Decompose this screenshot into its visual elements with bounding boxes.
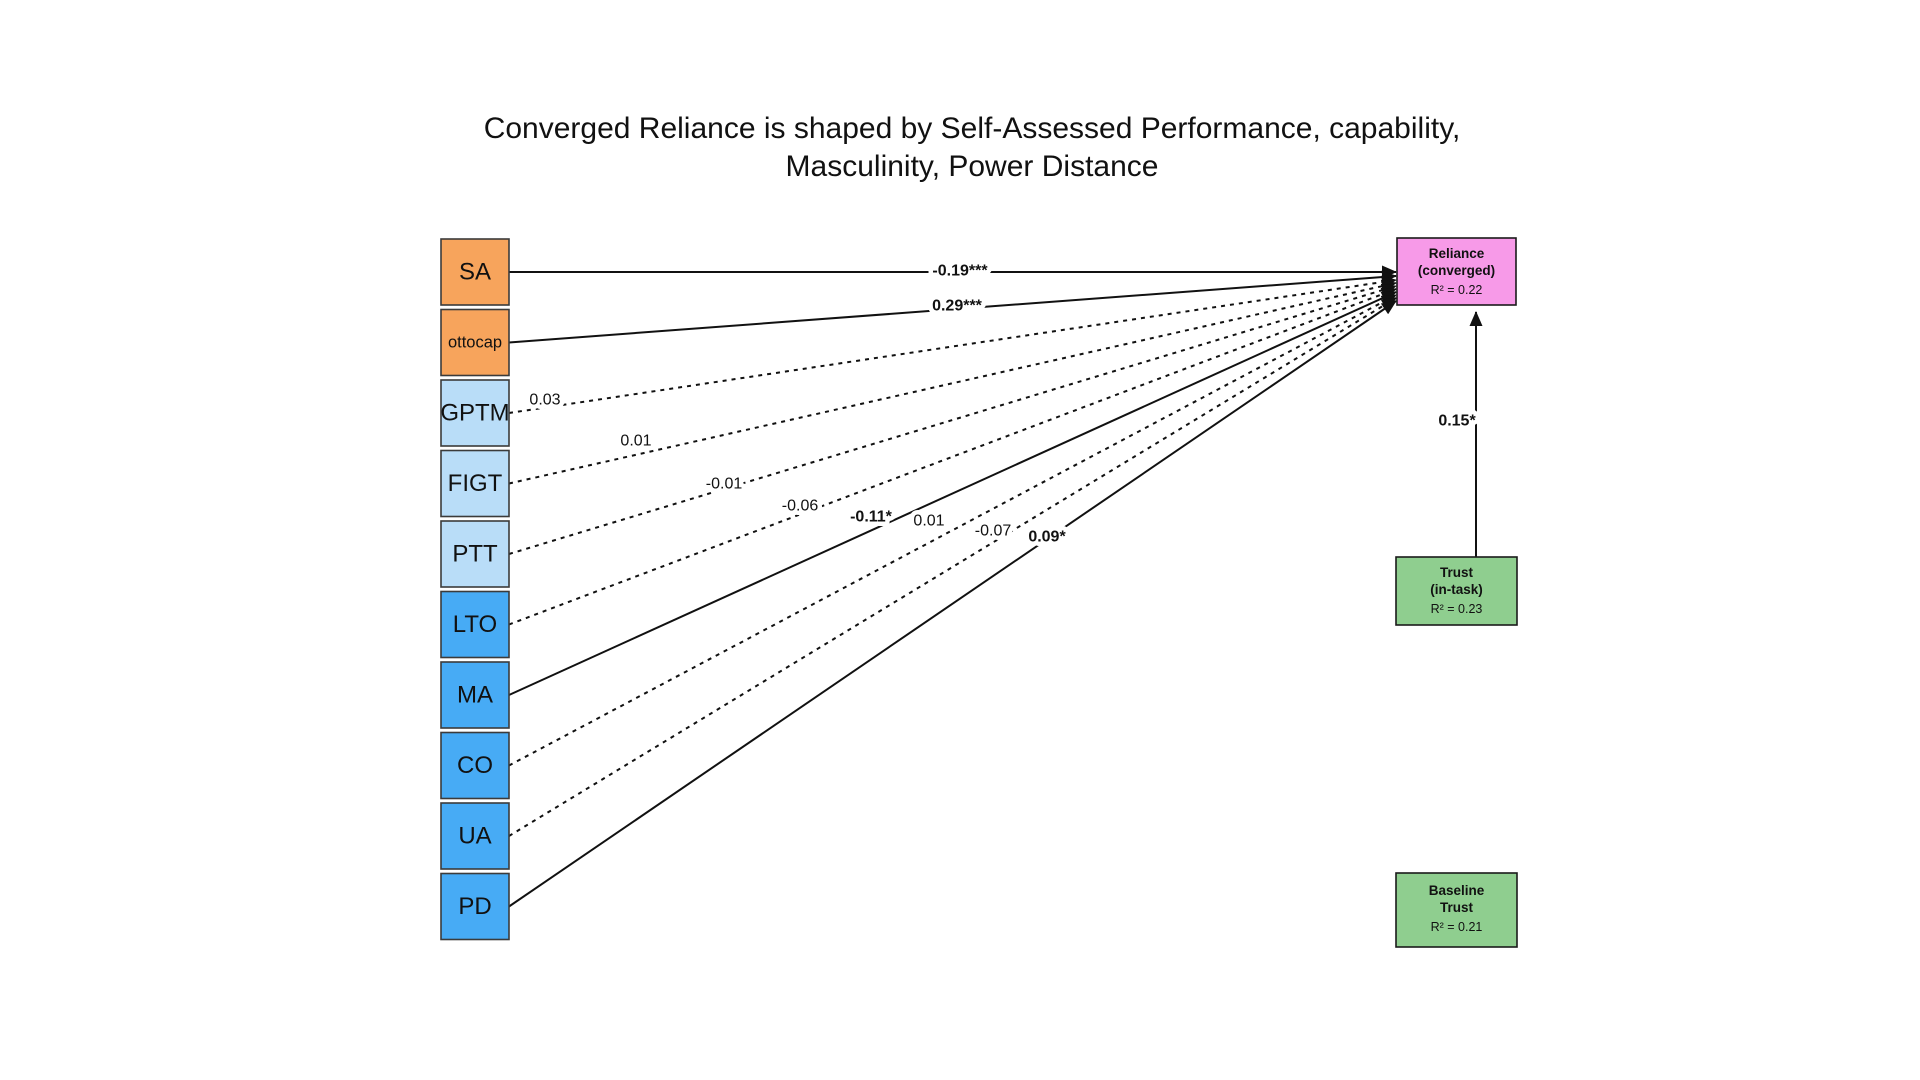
- coef-label-FIGT: 0.01: [620, 432, 652, 450]
- figure-title-line1: Converged Reliance is shaped by Self-Assessed Performance, capability,: [483, 112, 1461, 145]
- predictor-label-GPTM: GPTM: [440, 399, 510, 427]
- nodes-layer: [440, 238, 1517, 947]
- edges-layer: [509, 272, 1476, 907]
- path-line-CO: [509, 295, 1396, 766]
- figure-title-line2: Masculinity, Power Distance: [785, 150, 1159, 183]
- path-line-MA: [509, 292, 1396, 695]
- predictor-label-MA: MA: [457, 681, 493, 709]
- coef-label-PTT: -0.01: [705, 475, 743, 493]
- predictor-label-LTO: LTO: [452, 611, 498, 638]
- predictor-label-FIGT: FIGT: [447, 470, 503, 497]
- path-line-UA: [509, 298, 1396, 836]
- mediation-coef-label: 0.15*: [1438, 412, 1476, 430]
- predictor-label-PTT: PTT: [452, 540, 498, 568]
- r2-label-trust_in_task: R² = 0.23: [1430, 602, 1483, 616]
- coef-label-LTO: -0.06: [781, 497, 819, 515]
- coef-label-GPTM: 0.03: [529, 391, 561, 409]
- outcome-title-trust_in_task-line2: (in-task): [1430, 582, 1483, 597]
- predictor-label-CO: CO: [457, 752, 493, 779]
- predictor-label-ottocap: ottocap: [447, 333, 503, 352]
- predictor-label-PD: PD: [458, 893, 492, 920]
- outcome-title-trust_in_task-line1: Trust: [1439, 565, 1474, 580]
- path-line-PD: [509, 301, 1396, 907]
- coef-label-UA: -0.07: [974, 522, 1012, 540]
- coef-label-MA: -0.11*: [850, 508, 892, 526]
- outcome-title-baseline_trust-line2: Trust: [1439, 900, 1474, 915]
- predictor-label-UA: UA: [458, 822, 492, 850]
- outcome-title-baseline_trust-line1: Baseline: [1428, 883, 1485, 898]
- r2-label-reliance: R² = 0.22: [1430, 283, 1483, 297]
- r2-label-baseline_trust: R² = 0.21: [1430, 920, 1483, 934]
- path-line-PTT: [509, 286, 1396, 554]
- path-line-LTO: [509, 289, 1396, 625]
- coef-label-PD: 0.09*: [1028, 528, 1066, 546]
- coef-label-SA: -0.19***: [932, 262, 988, 280]
- predictor-label-SA: SA: [458, 258, 492, 286]
- outcome-title-reliance-line1: Reliance: [1428, 246, 1485, 261]
- coef-label-ottocap: 0.29***: [932, 297, 982, 315]
- coef-label-CO: 0.01: [913, 512, 945, 530]
- outcome-title-reliance-line2: (converged): [1417, 263, 1496, 278]
